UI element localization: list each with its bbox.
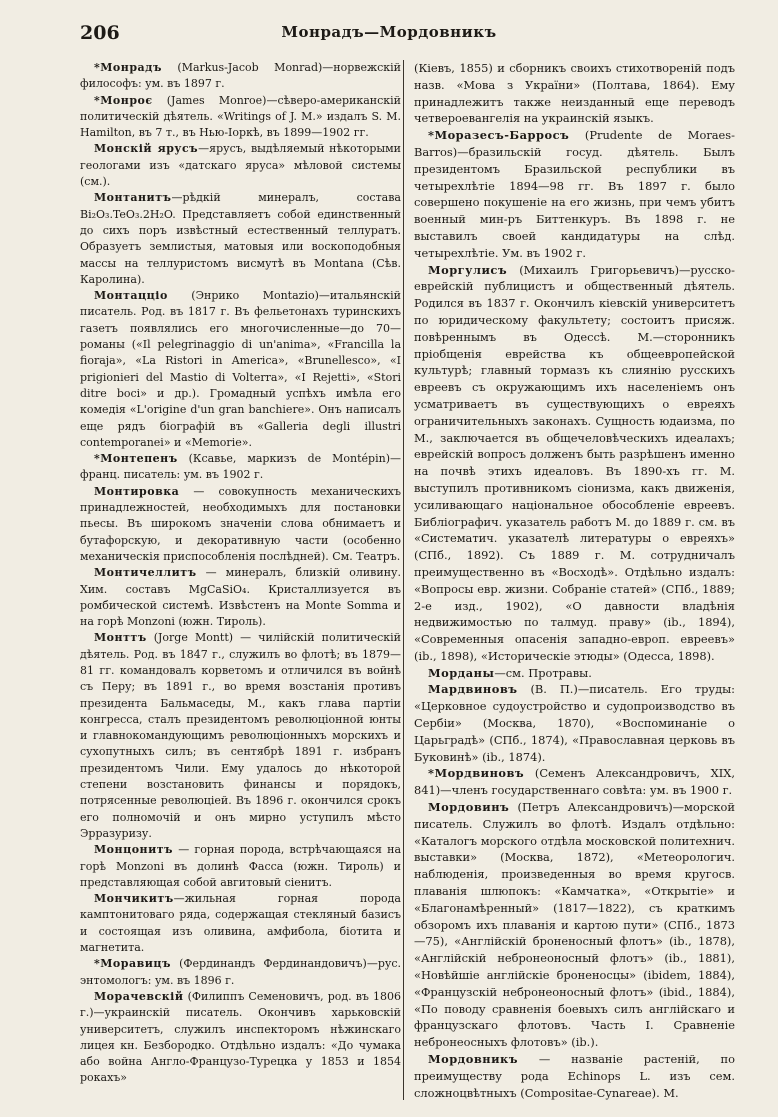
entry-headword: Мончикитъ [94,892,174,906]
entry [414,262,735,665]
entry-text: — совокупность механическихъ принадлежностей, необходимыхъ для постановки пьесы. Въ широкомъ значеніи слова обнимаетъ и бутафорскую, и декоративную части (особенно механическія приспособленія послѣдней). См. Театръ. [80,484,401,563]
entry [414,127,735,261]
entry-text: — минералъ, близкій оливину. Хим. составъ MgCaSiO₄. Кристаллизуется въ ромбической системѣ. Извѣстенъ на Monte Somma и на горѣ Monzoni (южн. Тироль). [80,566,401,629]
entry-headword: *Моравицъ [94,957,171,971]
entry-headword: Монтанитъ [94,191,172,205]
entry-text: (В. П.)—писатель. Его труды: «Церковное судоустройство и судопроизводство въ Сербіи» (Москва, 1870), «Воспоминаніе о Царьградѣ» (СПб., 1874), «Православная церковь въ Буковинѣ» (ib., 1874). [414,682,735,764]
entry-text: —см. Протравы. [494,665,592,680]
entry-text: (Семенъ Александровичъ, XIX, 841)—членъ государственнаго совѣта: ум. въ 1900 г. [414,766,735,798]
entry-headword: *Моразесъ-Барросъ [428,128,570,143]
entry [80,60,401,93]
entry-text: — названіе растеній, по преимуществу рода Echinops L. изъ сем. сложноцвѣтныхъ (Compositae-Cynareae). М. [414,1052,735,1100]
entry-text: (Prudente de Moraes-Barros)—бразильскій госуд. дѣятель. Былъ президентомъ Бразильской республики въ четырехлѣтіе 1894—98 гг. Въ 1897 г. было совершено покушеніе на его жизнь, при чемъ убитъ военный мин-ръ Биттенкуръ. Въ 1898 г. не выставилъ своей кандидатуры на слѣд. четырехлѣтіе. Ум. въ 1902 г. [414,128,735,260]
entry-text: (Энрико Montazio)—итальянскій писатель. Род. въ 1817 г. Въ фельетонахъ туринскихъ газетъ появлялись его многочисленные—до 70—романы («Il pelegrinaggio di un'anima», «Francilla la fioraja», «La Ristori in America», «Brunellesco», «I prigionieri del Mastio di Volterra», «I Rejetti», «Stori ditre boci» и др.). Громадный успѣхъ имѣла его комедія «L'origine d'un gran banchiere». Онъ написалъ еще рядъ біографій въ «Galleria degli illustri contemporanei» и «Memorie». [80,289,401,449]
entry-text: —рѣдкій минералъ, состава Bi₂O₃.TeO₃.2H₂O. Представляетъ собой единственный до сихъ поръ извѣстный естественный теллуратъ. Образуетъ землистыя, матовыя или воскоподобныя массы на теллуристомъ висмутѣ въ Montana (Сѣв. Каролина). [80,191,401,286]
entry [80,891,401,956]
page-header [0,22,778,46]
entry-text: (Фердинандъ Фердинандовичъ)—рус. энтомологъ: ум. въ 1896 г. [80,957,401,987]
entry-text: —ярусъ, выдѣляемый нѣкоторыми геологами изъ «датскаго яруса» мѣловой системы (см.). [80,142,402,189]
entry [80,484,401,565]
entry-headword: Моргулисъ [428,262,508,277]
entry-headword: *Монрадъ [94,61,162,74]
entry [80,989,401,1087]
entry [414,1051,735,1101]
entry-text: (Петръ Александровичъ)—морской писатель. Служилъ во флотѣ. Издалъ отдѣльно: «Каталогъ морского отдѣла московской политехнич. выставки» (Москва, 1872), «Метеорологич. наблюденія, произведенныя во время кругосв. плаванія шлюпокъ: «Камчатка», «Открытіе» и «Благонамѣренный» (1817—1822), съ краткимъ обзоромъ ихъ плаванія и картою пути» (СПб., 1873—75), «Англійскій броненосный флотъ» (ib., 1878), «Англійскій небронеоносный флотъ» (ib., 1881), «Новѣйшіе англійскіе броненосцы» (ibidem, 1884), «Французскій небронеоносный флотъ» (ibid., 1884), «По поводу сравненія боевыхъ силъ англійскаго и французскаго флотовъ. Часть I. Сравненіе небронеосныхъ флотовъ» (ib.). [414,800,735,1050]
entry-headword: *Монроє [94,93,153,107]
entry [80,842,401,891]
entry [80,451,401,484]
entry-headword: *Мордвиновъ [428,766,525,781]
entry-headword: Мордовникъ [428,1052,519,1067]
right-column [414,60,735,1101]
entry [80,190,401,288]
entry-headword: Мордовинъ [428,800,510,815]
entry-headword: Морданы [428,665,495,680]
left-column [80,60,401,1087]
entry [414,60,735,127]
entry-text: —жильная горная порода камптонитоваго ряда, содержащая стекляный базисъ и состоящая изъ оливина, амфибола, біотита и магнетита. [80,892,401,955]
entry [414,665,735,682]
entry-headword: Монскій ярусъ [94,142,199,156]
entry [80,141,401,190]
entry-headword: Монтировка [94,484,180,498]
entry-headword: Монтацціо [94,289,168,303]
entry [80,956,401,989]
column-divider [403,60,404,1100]
entry-headword: Монттъ [94,631,147,645]
entry-text: (James Monroe)—сѣверо-американскій политическій дѣятель. «Writings of J. M.» издалъ S. M. Hamilton, въ 7 т., въ Нью-Іоркѣ, въ 1899—1902 гг. [80,93,401,140]
entry-text: (Михаилъ Григорьевичъ)—русско-еврейскій публицистъ и общественный дѣятель. Родился въ 1837 г. Окончилъ кіевскій университетъ по юридическому факультету; состоитъ присяж. повѣреннымъ въ Одессѣ. М.—сторонникъ пріобщенія еврейства къ общеевропейской культурѣ; главный тормазъ къ слиянію русскихъ евреевъ съ окружающимъ ихъ населеніемъ онъ усматриваетъ въ существующихъ о евреяхъ ограничительныхъ законахъ. Сущность юдаизма, по М., заключается въ общечеловѣческихъ идеалахъ; еврейскій вопросъ долженъ быть разрѣшенъ именно на почвѣ этихъ идеаловъ. Въ 1890-хъ гг. М. выступилъ противникомъ сіонизма, какъ движенія, усиливающаго національное обособленіе евреевъ. Библіографич. указатель работъ М. до 1889 г. см. въ «Систематич. указателѣ литературы о евреяхъ» (СПб., 1892). Съ 1889 г. М. сотрудничалъ преимущественно въ «Восходѣ». Отдѣльно издалъ: «Вопросы евр. жизни. Собраніе статей» (СПб., 1889; 2-е изд., 1902), «О давности владѣнія недвижимостью по талмуд. праву» (ib., 1894), «Современныя опасенія западно-европ. евреевъ» (ib., 1898), «Историческіе этюды» (Одесса, 1898). [414,262,735,663]
entry [80,630,401,842]
entry [80,288,401,451]
entry-headword: *Монтепенъ [94,452,178,466]
entry [414,681,735,765]
entry-headword: Монцонитъ [94,843,173,857]
entry-text: (Кіевъ, 1855) и сборникъ своихъ стихотвореній подъ назв. «Мова з України» (Полтава, 1864). Ему принадлежитъ также неизданный еще переводъ четвероевангелія на украинскій языкъ. [414,61,735,126]
entry [80,565,401,630]
entry-text: — горная порода, встрѣчающаяся на горѣ Monzoni въ долинѣ Фасса (южн. Тироль) и представляющая собой авгитовый сіенитъ. [80,843,401,889]
entry-headword: Монтичеллитъ [94,566,197,580]
entry [80,93,401,142]
entry-headword: Морачевскій [94,989,184,1003]
page-number: 206 [80,22,120,44]
entry [414,765,735,799]
entry-text: (Markus-Jacob Monrad)—норвежскій философъ: ум. въ 1897 г. [80,61,401,91]
entry-headword: Мардвиновъ [428,682,518,697]
entry-text: (Филиппъ Семеновичъ, род. въ 1806 г.)—украинскій писатель. Окончивъ харьковскій университетъ, служилъ инспекторомъ нѣжинскаго лицея кн. Безбородко. Отдѣльно издалъ: «До чумака або война Англо-Французо-Турецка у 1853 и 1854 рокахъ» [80,989,401,1085]
entry-text: (Jorge Montt) — чилійскій политическій дѣятель. Род. въ 1847 г., служилъ во флотѣ; въ 1879—81 гг. командовалъ корветомъ и отличился въ войнѣ съ Перу; въ 1891 г., во время возстанія противъ президента Бальмаседы, М., какъ глава партіи конгресса, сталъ президентомъ революціонной юнты и главнокомандующимъ революціонныхъ морскихъ и сухопутныхъ силъ; въ сентябрѣ 1891 г. избранъ президентомъ Чили. Ему удалось до нѣкоторой степени возстановить финансы и порядокъ, потрясенные революціей. Въ 1896 г. окончился срокъ его полномочій и онъ мирно уступилъ мѣсто Эрразуризу. [80,631,401,840]
entry-text: (Ксавье, маркизъ de Montépin)—франц. писатель: ум. въ 1902 г. [80,452,401,482]
entry [414,799,735,1051]
running-title: Монрадъ—Мордовникъ [281,23,497,41]
